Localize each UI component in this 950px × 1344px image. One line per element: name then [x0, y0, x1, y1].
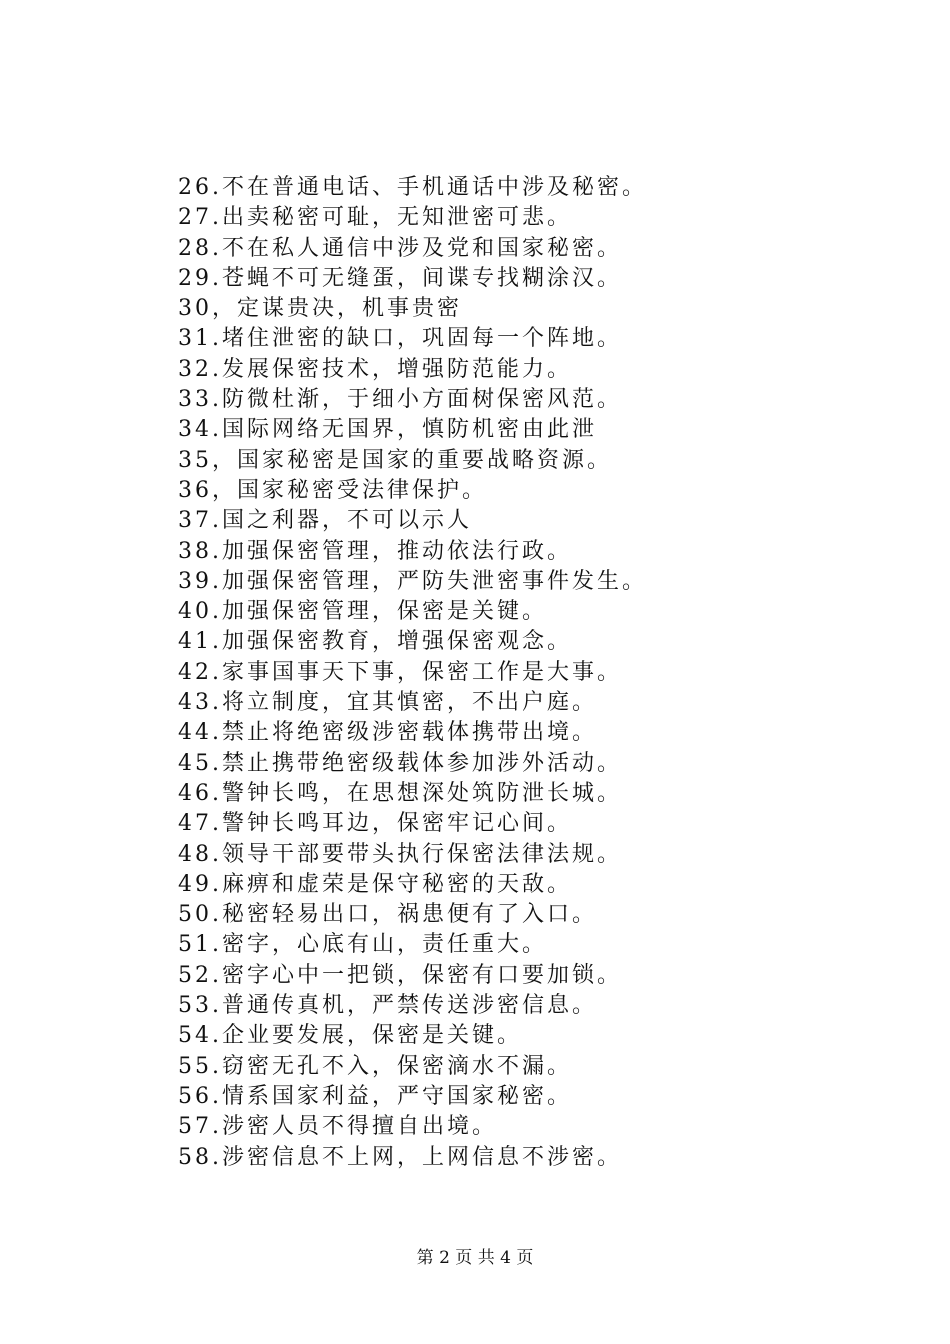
list-item: 36，国家秘密受法律保护。 — [178, 477, 487, 503]
list-item: 30，定谋贵决，机事贵密 — [178, 296, 462, 322]
list-item: 57.涉密人员不得擅自出境。 — [178, 1114, 497, 1140]
list-item: 27.出卖秘密可耻，无知泄密可悲。 — [178, 205, 572, 231]
list-item: 49.麻痹和虚荣是保守秘密的天敌。 — [178, 871, 572, 897]
page-footer — [0, 1243, 950, 1268]
list-item: 39.加强保密管理，严防失泄密事件发生。 — [178, 568, 647, 594]
list-item: 38.加强保密管理，推动依法行政。 — [178, 538, 572, 564]
list-item: 37.国之利器，不可以示人 — [178, 508, 472, 534]
list-item: 29.苍蝇不可无缝蛋，间谍专找糊涂汉。 — [178, 265, 622, 291]
list-item: 54.企业要发展，保密是关键。 — [178, 1023, 522, 1049]
list-item: 58.涉密信息不上网，上网信息不涉密。 — [178, 1144, 622, 1170]
list-item: 35，国家秘密是国家的重要战略资源。 — [178, 447, 612, 473]
list-item: 51.密字，心底有山，责任重大。 — [178, 932, 547, 958]
list-item: 28.不在私人通信中涉及党和国家秘密。 — [178, 235, 622, 261]
list-item: 43.将立制度，宜其慎密，不出户庭。 — [178, 690, 597, 716]
list-item: 50.秘密轻易出口，祸患便有了入口。 — [178, 902, 597, 928]
list-item: 41.加强保密教育，增强保密观念。 — [178, 629, 572, 655]
list-item: 48.领导干部要带头执行保密法律法规。 — [178, 841, 622, 867]
list-item: 46.警钟长鸣，在思想深处筑防泄长城。 — [178, 780, 622, 806]
list-item: 56.情系国家利益，严守国家秘密。 — [178, 1083, 572, 1109]
list-item: 32.发展保密技术，增强防范能力。 — [178, 356, 572, 382]
list-item: 33.防微杜渐，于细小方面树保密风范。 — [178, 387, 622, 413]
list-item: 55.窃密无孔不入，保密滴水不漏。 — [178, 1053, 572, 1079]
list-item: 44.禁止将绝密级涉密载体携带出境。 — [178, 720, 597, 746]
list-item: 45.禁止携带绝密级载体参加涉外活动。 — [178, 750, 622, 776]
list-item: 40.加强保密管理，保密是关键。 — [178, 599, 547, 625]
list-item: 34.国际网络无国界，慎防机密由此泄 — [178, 417, 597, 443]
list-item: 52.密字心中一把锁，保密有口要加锁。 — [178, 962, 622, 988]
list-item: 47.警钟长鸣耳边，保密牢记心间。 — [178, 811, 572, 837]
list-item: 53.普通传真机，严禁传送涉密信息。 — [178, 993, 597, 1019]
list-item: 42.家事国事天下事，保密工作是大事。 — [178, 659, 622, 685]
slogan-list — [178, 173, 647, 1173]
page-number-label: 第 2 页 共 4 页 — [416, 1248, 534, 1268]
list-item: 31.堵住泄密的缺口，巩固每一个阵地。 — [178, 326, 622, 352]
list-item: 26.不在普通电话、手机通话中涉及秘密。 — [178, 175, 647, 200]
